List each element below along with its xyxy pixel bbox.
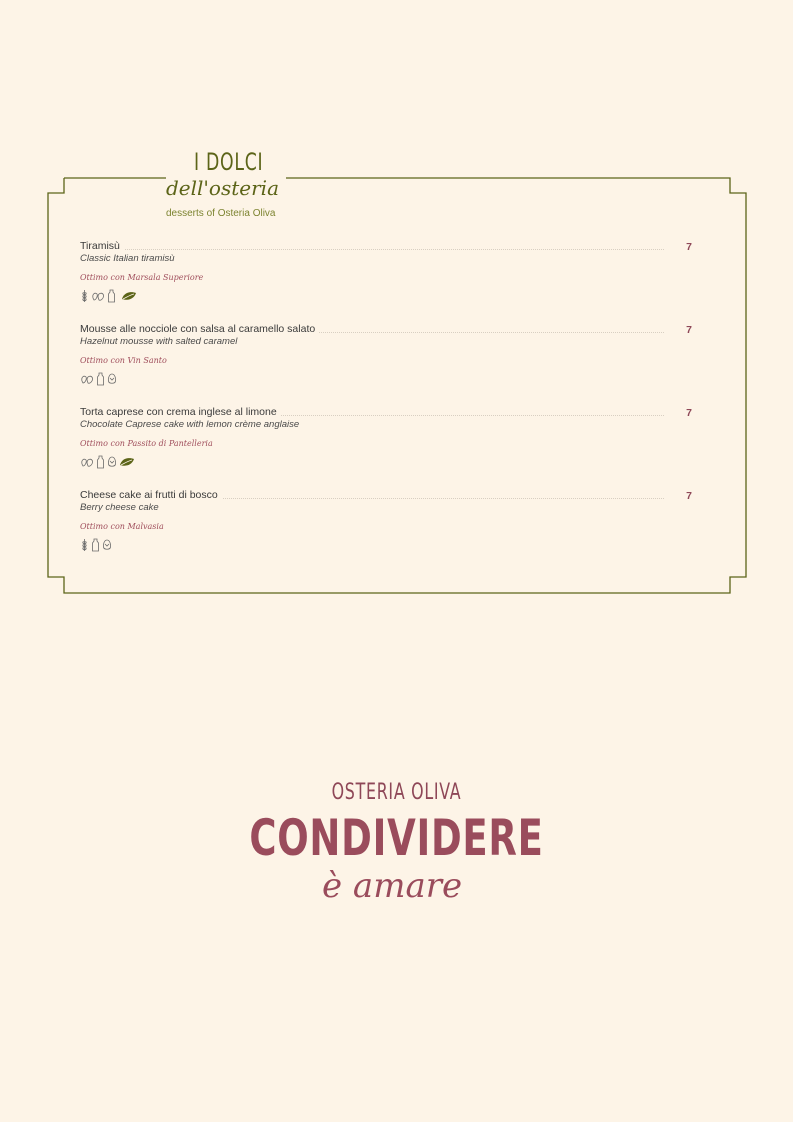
brand-script: è amare <box>322 866 463 906</box>
milk-bottle-icon <box>96 372 105 386</box>
allergen-icons <box>80 538 694 552</box>
leaf-icon <box>119 455 135 469</box>
wine-pairing: Ottimo con Malvasia <box>80 522 164 531</box>
egg-icon <box>102 538 112 552</box>
nut-icon <box>80 455 94 469</box>
section-subtitle: desserts of Osteria Oliva <box>166 208 276 219</box>
item-price: 7 <box>686 324 692 336</box>
wine-pairing: Ottimo con Marsala Superiore <box>80 273 204 282</box>
nut-icon <box>91 289 105 303</box>
allergen-icons <box>80 455 694 469</box>
egg-icon <box>107 455 117 469</box>
milk-bottle-icon <box>107 289 116 303</box>
wine-pairing: Ottimo con Vin Santo <box>80 356 167 365</box>
item-price: 7 <box>686 407 692 419</box>
allergen-icons <box>80 289 694 303</box>
section-script-title: dell'osteria <box>166 176 279 200</box>
item-description: Chocolate Caprese cake with lemon crème anglaise <box>80 419 300 430</box>
leaf-icon <box>121 289 137 303</box>
menu-item <box>80 239 694 303</box>
wheat-icon <box>80 289 89 303</box>
item-name: Cheese cake ai frutti di bosco <box>80 488 222 502</box>
brand-name: OSTERIA OLIVA <box>331 780 462 805</box>
item-description: Classic Italian tiramisù <box>80 253 175 264</box>
wheat-icon <box>80 538 89 552</box>
milk-bottle-icon <box>96 455 105 469</box>
menu-item <box>80 488 694 552</box>
item-name: Tiramisù <box>80 239 124 253</box>
dotted-leader <box>80 249 664 250</box>
menu-item <box>80 405 694 469</box>
menu-item <box>80 322 694 386</box>
item-price: 7 <box>686 241 692 253</box>
item-name: Torta caprese con crema inglese al limone <box>80 405 281 419</box>
egg-icon <box>107 372 117 386</box>
item-name: Mousse alle nocciole con salsa al caramello salato <box>80 322 319 336</box>
item-description: Berry cheese cake <box>80 502 159 513</box>
brand-tagline: CONDIVIDERE <box>249 809 544 867</box>
allergen-icons <box>80 372 694 386</box>
item-price: 7 <box>686 490 692 502</box>
item-description: Hazelnut mousse with salted caramel <box>80 336 238 347</box>
nut-icon <box>80 372 94 386</box>
wine-pairing: Ottimo con Passito di Pantelleria <box>80 439 213 448</box>
milk-bottle-icon <box>91 538 100 552</box>
section-title: I DOLCI <box>194 148 264 176</box>
